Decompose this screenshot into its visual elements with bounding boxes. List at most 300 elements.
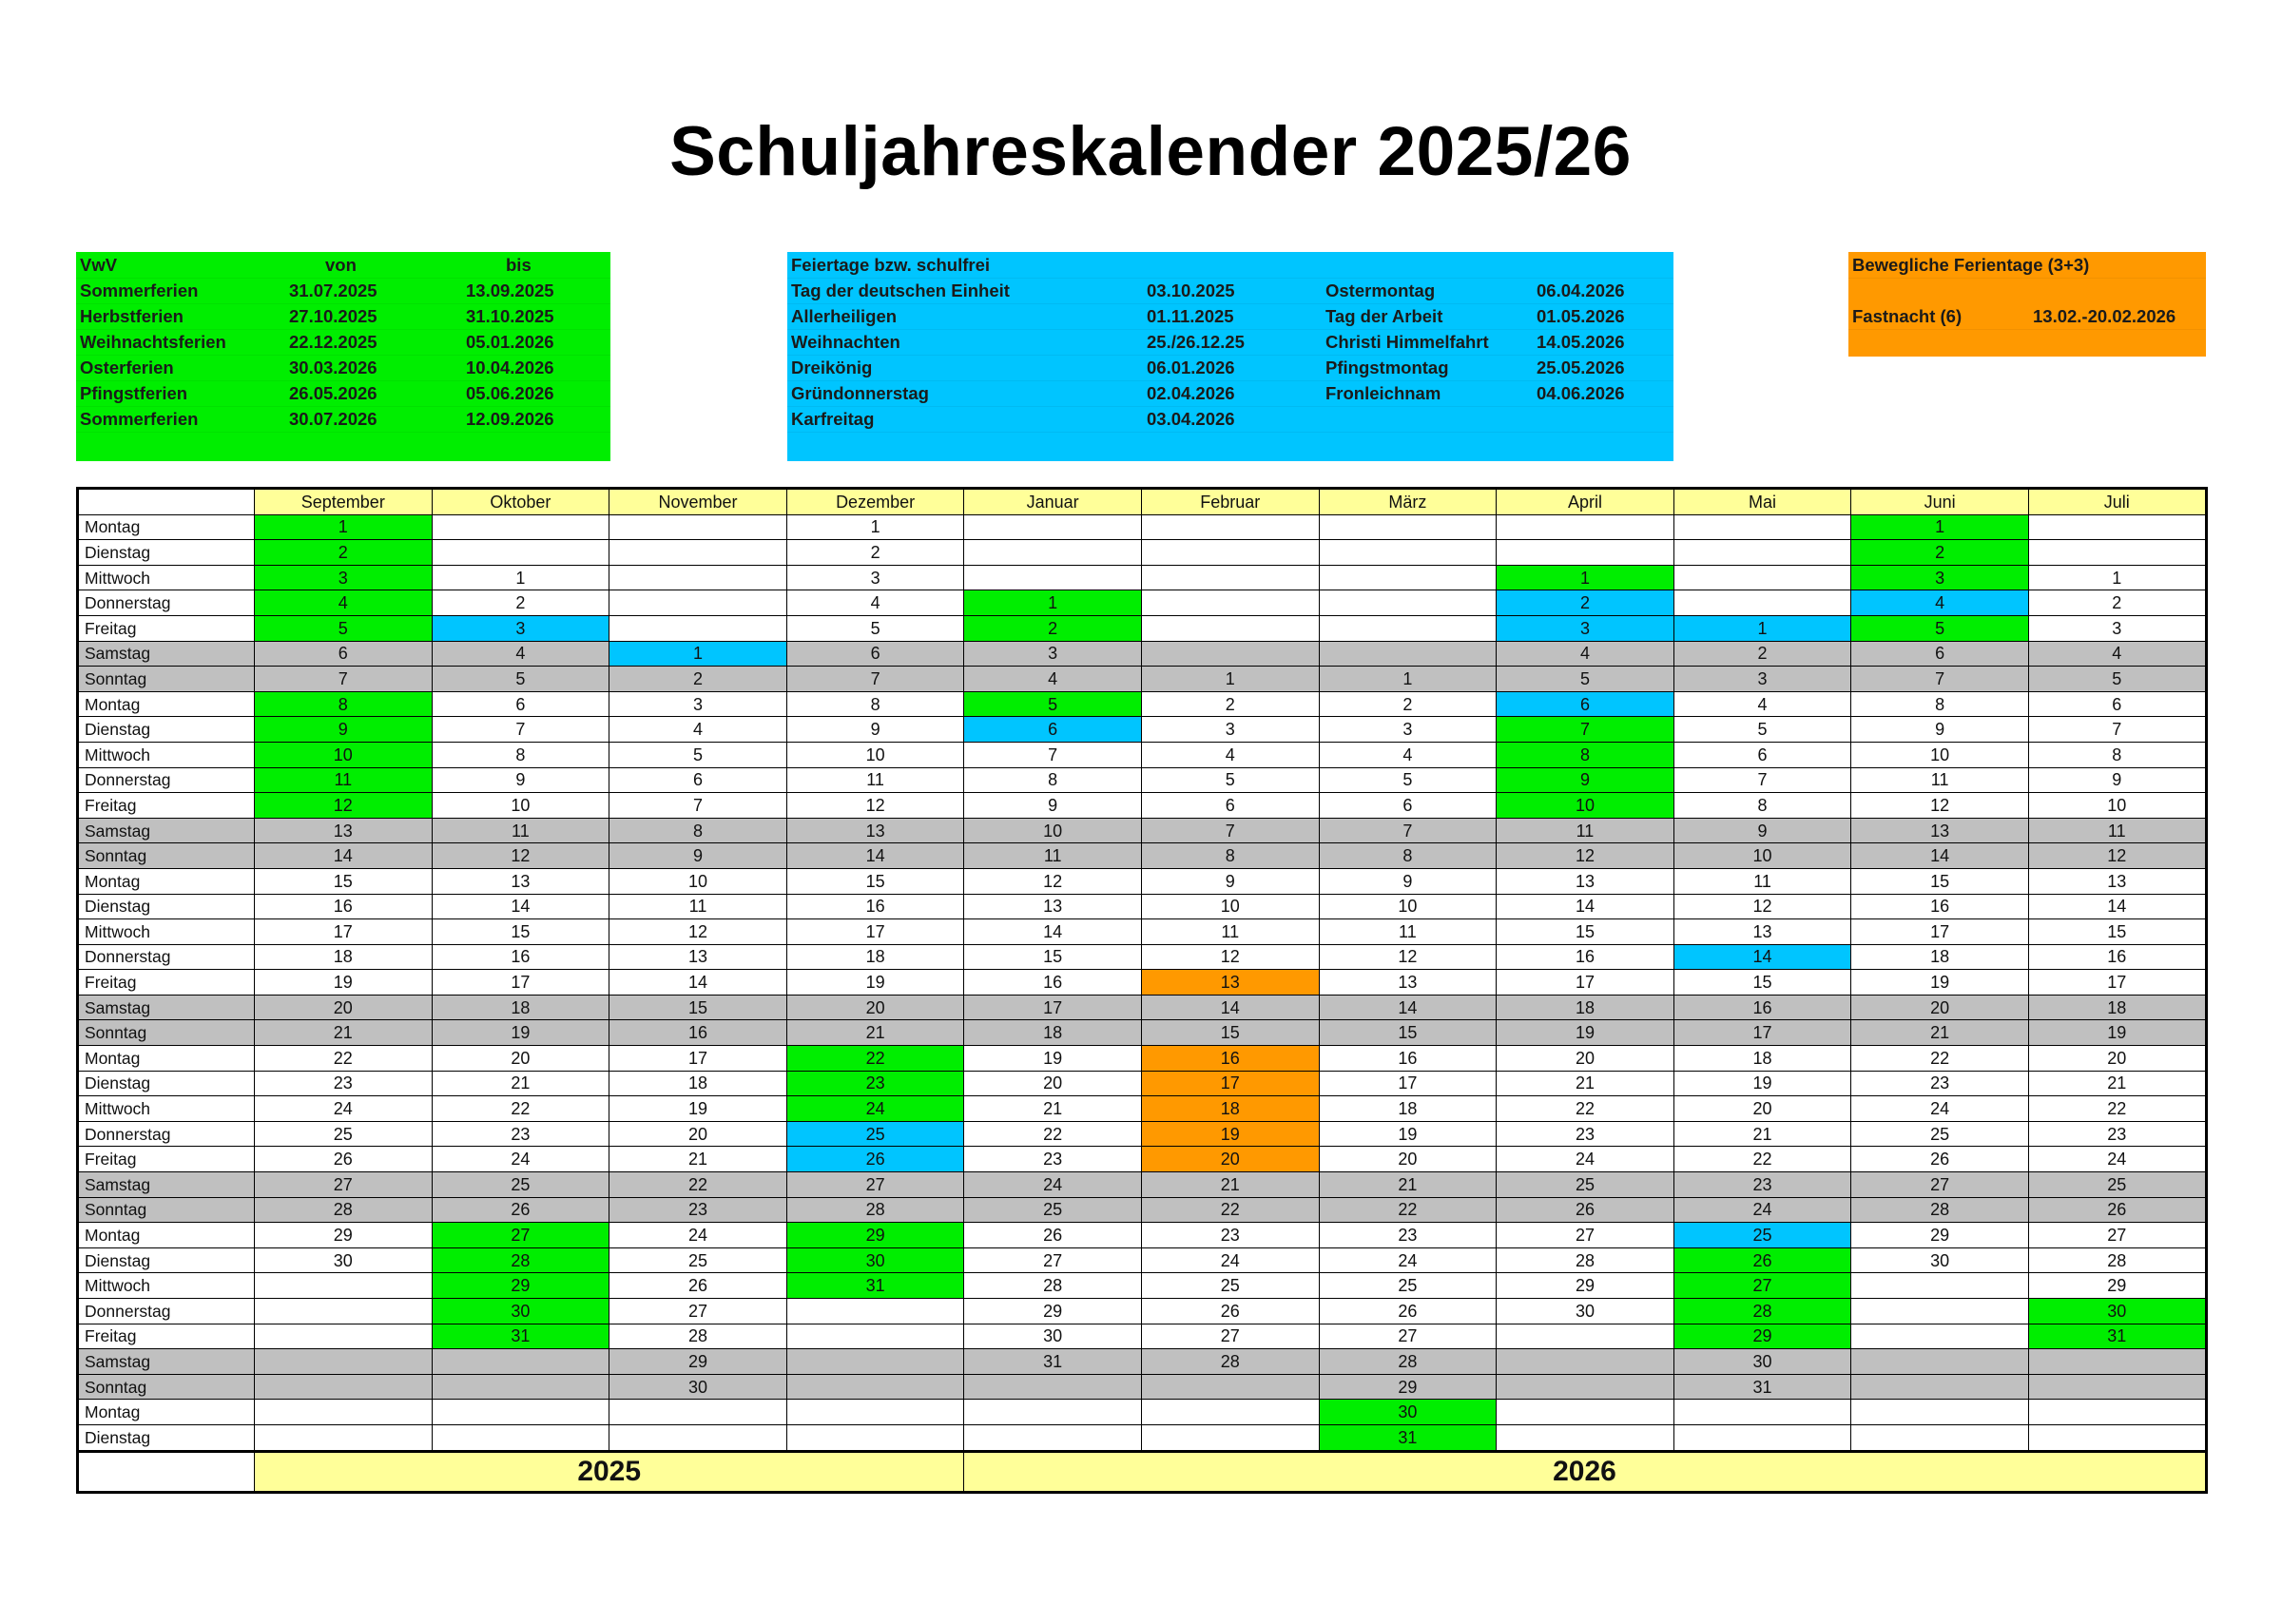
holiday-row (76, 303, 610, 330)
empty-cell (1851, 1424, 2029, 1451)
weekday-label: Dienstag (78, 1424, 255, 1451)
holidays-header-from: von (325, 255, 357, 275)
day-cell: 8 (2028, 742, 2206, 767)
day-cell: 17 (1319, 1071, 1497, 1096)
day-cell: 4 (2028, 641, 2206, 667)
day-cell: 26 (786, 1147, 964, 1172)
day-cell: 29 (2028, 1273, 2206, 1299)
day-cell: 11 (1851, 767, 2029, 793)
day-cell: 5 (609, 742, 787, 767)
day-cell: 13 (609, 944, 787, 970)
public-holidays-box (787, 252, 1673, 461)
empty-cell (1497, 1349, 1674, 1375)
holiday-row (76, 329, 610, 356)
empty-cell (786, 1299, 964, 1324)
year-footer-row (78, 1451, 2207, 1492)
weekday-label: Freitag (78, 793, 255, 819)
day-cell: 1 (255, 514, 433, 540)
feiertag-row (787, 329, 1673, 356)
weekday-label: Dienstag (78, 717, 255, 743)
day-cell: 12 (255, 793, 433, 819)
day-cell: 21 (786, 1020, 964, 1046)
month-header: Juli (2028, 489, 2206, 515)
day-cell: 6 (255, 641, 433, 667)
weekday-label: Freitag (78, 1147, 255, 1172)
empty-cell (255, 1424, 433, 1451)
day-cell: 12 (609, 919, 787, 945)
day-cell: 31 (1673, 1374, 1851, 1400)
day-cell: 25 (1851, 1121, 2029, 1147)
day-cell: 18 (1319, 1096, 1497, 1122)
day-cell: 16 (1497, 944, 1674, 970)
week-row (78, 691, 2207, 717)
empty-cell (786, 1424, 964, 1451)
day-cell: 9 (1673, 818, 1851, 843)
day-cell: 14 (1319, 995, 1497, 1020)
day-cell: 20 (2028, 1046, 2206, 1072)
day-cell: 15 (432, 919, 609, 945)
day-cell: 10 (1497, 793, 1674, 819)
day-cell: 18 (255, 944, 433, 970)
day-cell: 24 (1851, 1096, 2029, 1122)
day-cell: 25 (1141, 1273, 1319, 1299)
day-cell: 25 (1497, 1172, 1674, 1198)
day-cell: 19 (1497, 1020, 1674, 1046)
day-cell: 27 (2028, 1223, 2206, 1248)
empty-cell (1141, 540, 1319, 566)
week-row (78, 868, 2207, 894)
empty-cell (609, 540, 787, 566)
day-cell: 5 (1319, 767, 1497, 793)
day-cell: 22 (1319, 1197, 1497, 1223)
day-cell: 19 (1673, 1071, 1851, 1096)
feiertag-row (787, 406, 1673, 433)
weekday-label: Mittwoch (78, 742, 255, 767)
day-cell: 22 (609, 1172, 787, 1198)
day-cell: 24 (432, 1147, 609, 1172)
day-cell: 20 (1319, 1147, 1497, 1172)
day-cell: 6 (609, 767, 787, 793)
week-row (78, 843, 2207, 869)
empty-cell (432, 1349, 609, 1375)
day-cell: 21 (1851, 1020, 2029, 1046)
day-cell: 1 (964, 590, 1142, 616)
month-header: September (255, 489, 433, 515)
day-cell: 17 (1673, 1020, 1851, 1046)
day-cell: 20 (432, 1046, 609, 1072)
day-cell: 13 (255, 818, 433, 843)
day-cell: 11 (609, 894, 787, 919)
day-cell: 15 (1497, 919, 1674, 945)
day-cell: 8 (609, 818, 787, 843)
day-cell: 14 (609, 970, 787, 996)
day-cell: 23 (1141, 1223, 1319, 1248)
day-cell: 23 (1851, 1071, 2029, 1096)
empty-cell (432, 540, 609, 566)
day-cell: 7 (1319, 818, 1497, 843)
day-cell: 9 (964, 793, 1142, 819)
day-cell: 8 (786, 691, 964, 717)
day-cell: 12 (1141, 944, 1319, 970)
day-cell: 31 (1319, 1424, 1497, 1451)
day-cell: 4 (1851, 590, 2029, 616)
day-cell: 21 (1141, 1172, 1319, 1198)
day-cell: 8 (964, 767, 1142, 793)
weekday-label: Samstag (78, 995, 255, 1020)
empty-cell (1497, 1374, 1674, 1400)
day-cell: 21 (255, 1020, 433, 1046)
day-cell: 31 (786, 1273, 964, 1299)
empty-cell (609, 565, 787, 590)
day-cell: 25 (786, 1121, 964, 1147)
day-cell: 10 (255, 742, 433, 767)
holiday-from: 22.12.2025 (289, 332, 377, 352)
day-cell: 28 (1851, 1197, 2029, 1223)
weekday-label: Dienstag (78, 1247, 255, 1273)
day-cell: 14 (432, 894, 609, 919)
weekday-label: Montag (78, 1400, 255, 1425)
day-cell: 28 (432, 1247, 609, 1273)
day-cell: 7 (964, 742, 1142, 767)
feiertag-name: Tag der deutschen Einheit (791, 280, 1010, 300)
week-row (78, 1046, 2207, 1072)
holiday-to: 12.09.2026 (466, 409, 554, 429)
day-cell: 27 (255, 1172, 433, 1198)
day-cell: 18 (964, 1020, 1142, 1046)
holidays-header-name: VwV (80, 255, 118, 275)
day-cell: 12 (1851, 793, 2029, 819)
day-cell: 16 (1319, 1046, 1497, 1072)
day-cell: 19 (255, 970, 433, 996)
feiertag-date: 25./26.12.25 (1147, 332, 1245, 352)
day-cell: 18 (1141, 1096, 1319, 1122)
day-cell: 2 (1497, 590, 1674, 616)
empty-cell (2028, 1349, 2206, 1375)
week-row (78, 1349, 2207, 1375)
holiday-row (76, 355, 610, 381)
day-cell: 11 (1141, 919, 1319, 945)
day-cell: 10 (1319, 894, 1497, 919)
school-holidays-box (76, 252, 610, 461)
week-row (78, 1324, 2207, 1349)
empty-cell (1673, 1424, 1851, 1451)
day-cell: 15 (255, 868, 433, 894)
day-cell: 23 (255, 1071, 433, 1096)
day-cell: 9 (609, 843, 787, 869)
day-cell: 13 (1673, 919, 1851, 945)
day-cell: 5 (2028, 667, 2206, 692)
day-cell: 24 (1141, 1247, 1319, 1273)
day-cell: 9 (1851, 717, 2029, 743)
day-cell: 11 (2028, 818, 2206, 843)
bewegliche-header-row (1848, 252, 2206, 279)
empty-cell (1673, 590, 1851, 616)
day-cell: 19 (1141, 1121, 1319, 1147)
empty-cell (1319, 540, 1497, 566)
empty-cell (609, 1424, 787, 1451)
empty-cell (1497, 514, 1674, 540)
week-row (78, 667, 2207, 692)
day-cell: 23 (1673, 1172, 1851, 1198)
day-cell: 22 (432, 1096, 609, 1122)
day-cell: 4 (964, 667, 1142, 692)
bewegliche-header: Bewegliche Ferientage (3+3) (1852, 255, 2090, 275)
calendar-table (76, 487, 2208, 1494)
week-row (78, 1247, 2207, 1273)
day-cell: 24 (609, 1223, 787, 1248)
day-cell: 1 (786, 514, 964, 540)
weekday-label: Donnerstag (78, 1121, 255, 1147)
day-cell: 25 (609, 1247, 787, 1273)
holiday-from: 26.05.2026 (289, 383, 377, 403)
day-cell: 16 (786, 894, 964, 919)
day-cell: 7 (609, 793, 787, 819)
week-row (78, 641, 2207, 667)
week-row (78, 742, 2207, 767)
feiertag-row (787, 355, 1673, 381)
empty-cell (2028, 1374, 2206, 1400)
feiertag-date: 02.04.2026 (1147, 383, 1235, 403)
day-cell: 14 (255, 843, 433, 869)
feiertage-header-row (787, 252, 1673, 279)
day-cell: 19 (609, 1096, 787, 1122)
week-row (78, 615, 2207, 641)
day-cell: 16 (1141, 1046, 1319, 1072)
day-cell: 2 (432, 590, 609, 616)
empty-cell (255, 1400, 433, 1425)
day-cell: 11 (1497, 818, 1674, 843)
day-cell: 4 (1497, 641, 1674, 667)
feiertag-date: 01.11.2025 (1147, 306, 1234, 326)
empty-cell (432, 1400, 609, 1425)
empty-cell (1141, 1424, 1319, 1451)
day-cell: 21 (432, 1071, 609, 1096)
week-row (78, 894, 2207, 919)
empty-cell (1497, 1400, 1674, 1425)
week-row (78, 995, 2207, 1020)
month-header: Juni (1851, 489, 2029, 515)
day-cell: 8 (255, 691, 433, 717)
day-cell: 4 (786, 590, 964, 616)
bewegliche-name: Fastnacht (6) (1852, 306, 1963, 326)
feiertag-date: 04.06.2026 (1537, 383, 1625, 403)
empty-cell (609, 615, 787, 641)
empty-cell (1319, 514, 1497, 540)
feiertag-date: 03.04.2026 (1147, 409, 1235, 429)
holidays-header-row (76, 252, 610, 279)
day-cell: 30 (1673, 1349, 1851, 1375)
day-cell: 13 (2028, 868, 2206, 894)
weekday-label: Mittwoch (78, 565, 255, 590)
day-cell: 28 (1673, 1299, 1851, 1324)
day-cell: 17 (1851, 919, 2029, 945)
day-cell: 8 (1851, 691, 2029, 717)
weekday-label: Mittwoch (78, 919, 255, 945)
day-cell: 23 (609, 1197, 787, 1223)
feiertage-header: Feiertage bzw. schulfrei (791, 255, 991, 275)
day-cell: 7 (2028, 717, 2206, 743)
empty-cell (1851, 1349, 2029, 1375)
day-cell: 10 (432, 793, 609, 819)
day-cell: 16 (1851, 894, 2029, 919)
day-cell: 15 (1673, 970, 1851, 996)
week-row (78, 1172, 2207, 1198)
holiday-from: 27.10.2025 (289, 306, 377, 326)
day-cell: 10 (2028, 793, 2206, 819)
day-cell: 5 (432, 667, 609, 692)
holiday-name: Pfingstferien (80, 383, 188, 403)
month-header: Oktober (432, 489, 609, 515)
day-cell: 26 (964, 1223, 1142, 1248)
week-row (78, 1197, 2207, 1223)
day-cell: 22 (1497, 1096, 1674, 1122)
day-cell: 30 (964, 1324, 1142, 1349)
week-row (78, 1424, 2207, 1451)
feiertag-date: 14.05.2026 (1537, 332, 1625, 352)
empty-cell (255, 1324, 433, 1349)
day-cell: 31 (2028, 1324, 2206, 1349)
day-cell: 9 (1319, 868, 1497, 894)
day-cell: 22 (786, 1046, 964, 1072)
day-cell: 16 (2028, 944, 2206, 970)
month-header: März (1319, 489, 1497, 515)
day-cell: 28 (255, 1197, 433, 1223)
day-cell: 21 (1673, 1121, 1851, 1147)
weekday-label: Freitag (78, 615, 255, 641)
day-cell: 4 (432, 641, 609, 667)
empty-cell (1673, 540, 1851, 566)
day-cell: 9 (1497, 767, 1674, 793)
feiertag-date: 06.04.2026 (1537, 280, 1625, 300)
day-cell: 2 (2028, 590, 2206, 616)
day-cell: 11 (255, 767, 433, 793)
day-cell: 27 (432, 1223, 609, 1248)
day-cell: 7 (1851, 667, 2029, 692)
holidays-header-to: bis (506, 255, 532, 275)
bewegliche-row (1848, 303, 2206, 330)
day-cell: 14 (1851, 843, 2029, 869)
month-header-row (78, 489, 2207, 515)
day-cell: 11 (432, 818, 609, 843)
day-cell: 3 (1673, 667, 1851, 692)
day-cell: 27 (1851, 1172, 2029, 1198)
day-cell: 10 (786, 742, 964, 767)
day-cell: 27 (786, 1172, 964, 1198)
day-cell: 29 (255, 1223, 433, 1248)
month-header: Januar (964, 489, 1142, 515)
day-cell: 12 (786, 793, 964, 819)
day-cell: 3 (1497, 615, 1674, 641)
empty-cell (1319, 615, 1497, 641)
weekday-label: Montag (78, 1223, 255, 1248)
week-row (78, 1374, 2207, 1400)
holiday-name: Sommerferien (80, 280, 199, 300)
week-row (78, 717, 2207, 743)
day-cell: 14 (1497, 894, 1674, 919)
day-cell: 4 (255, 590, 433, 616)
empty-cell (1851, 1324, 2029, 1349)
day-cell: 22 (2028, 1096, 2206, 1122)
empty-cell (1319, 590, 1497, 616)
feiertag-date: 06.01.2026 (1147, 358, 1235, 377)
day-cell: 30 (255, 1247, 433, 1273)
feiertag-name: Pfingstmontag (1325, 358, 1449, 377)
day-cell: 8 (1497, 742, 1674, 767)
day-cell: 29 (1497, 1273, 1674, 1299)
day-cell: 26 (1851, 1147, 2029, 1172)
holiday-name: Osterferien (80, 358, 174, 377)
day-cell: 4 (609, 717, 787, 743)
empty-cell (609, 590, 787, 616)
day-cell: 15 (786, 868, 964, 894)
day-cell: 13 (1851, 818, 2029, 843)
holiday-from: 31.07.2025 (289, 280, 377, 300)
weekday-label: Samstag (78, 818, 255, 843)
day-cell: 29 (432, 1273, 609, 1299)
day-cell: 7 (255, 667, 433, 692)
holiday-from: 30.03.2026 (289, 358, 377, 377)
week-row (78, 565, 2207, 590)
day-cell: 19 (2028, 1020, 2206, 1046)
day-cell: 21 (609, 1147, 787, 1172)
empty-cell (2028, 514, 2206, 540)
day-cell: 18 (1497, 995, 1674, 1020)
day-cell: 17 (1141, 1071, 1319, 1096)
weekday-label: Samstag (78, 1172, 255, 1198)
month-header: Dezember (786, 489, 964, 515)
day-cell: 13 (1141, 970, 1319, 996)
day-cell: 26 (1497, 1197, 1674, 1223)
day-cell: 26 (255, 1147, 433, 1172)
day-cell: 18 (432, 995, 609, 1020)
day-cell: 24 (964, 1172, 1142, 1198)
day-cell: 5 (1141, 767, 1319, 793)
day-cell: 1 (2028, 565, 2206, 590)
day-cell: 19 (964, 1046, 1142, 1072)
day-cell: 3 (1141, 717, 1319, 743)
day-cell: 6 (1497, 691, 1674, 717)
week-row (78, 970, 2207, 996)
feiertag-row (787, 303, 1673, 330)
day-cell: 1 (609, 641, 787, 667)
feiertag-name: Tag der Arbeit (1325, 306, 1443, 326)
weekday-label: Montag (78, 1046, 255, 1072)
day-cell: 25 (1673, 1223, 1851, 1248)
weekday-label: Montag (78, 691, 255, 717)
day-cell: 3 (786, 565, 964, 590)
empty-cell (2028, 540, 2206, 566)
page-title: Schuljahreskalender 2025/26 (669, 113, 1632, 190)
day-cell: 2 (255, 540, 433, 566)
day-cell: 25 (964, 1197, 1142, 1223)
day-cell: 10 (964, 818, 1142, 843)
empty-cell (1141, 1374, 1319, 1400)
day-cell: 9 (2028, 767, 2206, 793)
day-cell: 10 (1141, 894, 1319, 919)
day-cell: 23 (432, 1121, 609, 1147)
weekday-label: Dienstag (78, 894, 255, 919)
day-cell: 6 (1141, 793, 1319, 819)
day-cell: 20 (1141, 1147, 1319, 1172)
day-cell: 3 (255, 565, 433, 590)
week-row (78, 1273, 2207, 1299)
weekday-label: Freitag (78, 1324, 255, 1349)
day-cell: 2 (1673, 641, 1851, 667)
day-cell: 3 (432, 615, 609, 641)
holiday-to: 05.01.2026 (466, 332, 554, 352)
weekday-label: Dienstag (78, 540, 255, 566)
empty-cell (964, 540, 1142, 566)
